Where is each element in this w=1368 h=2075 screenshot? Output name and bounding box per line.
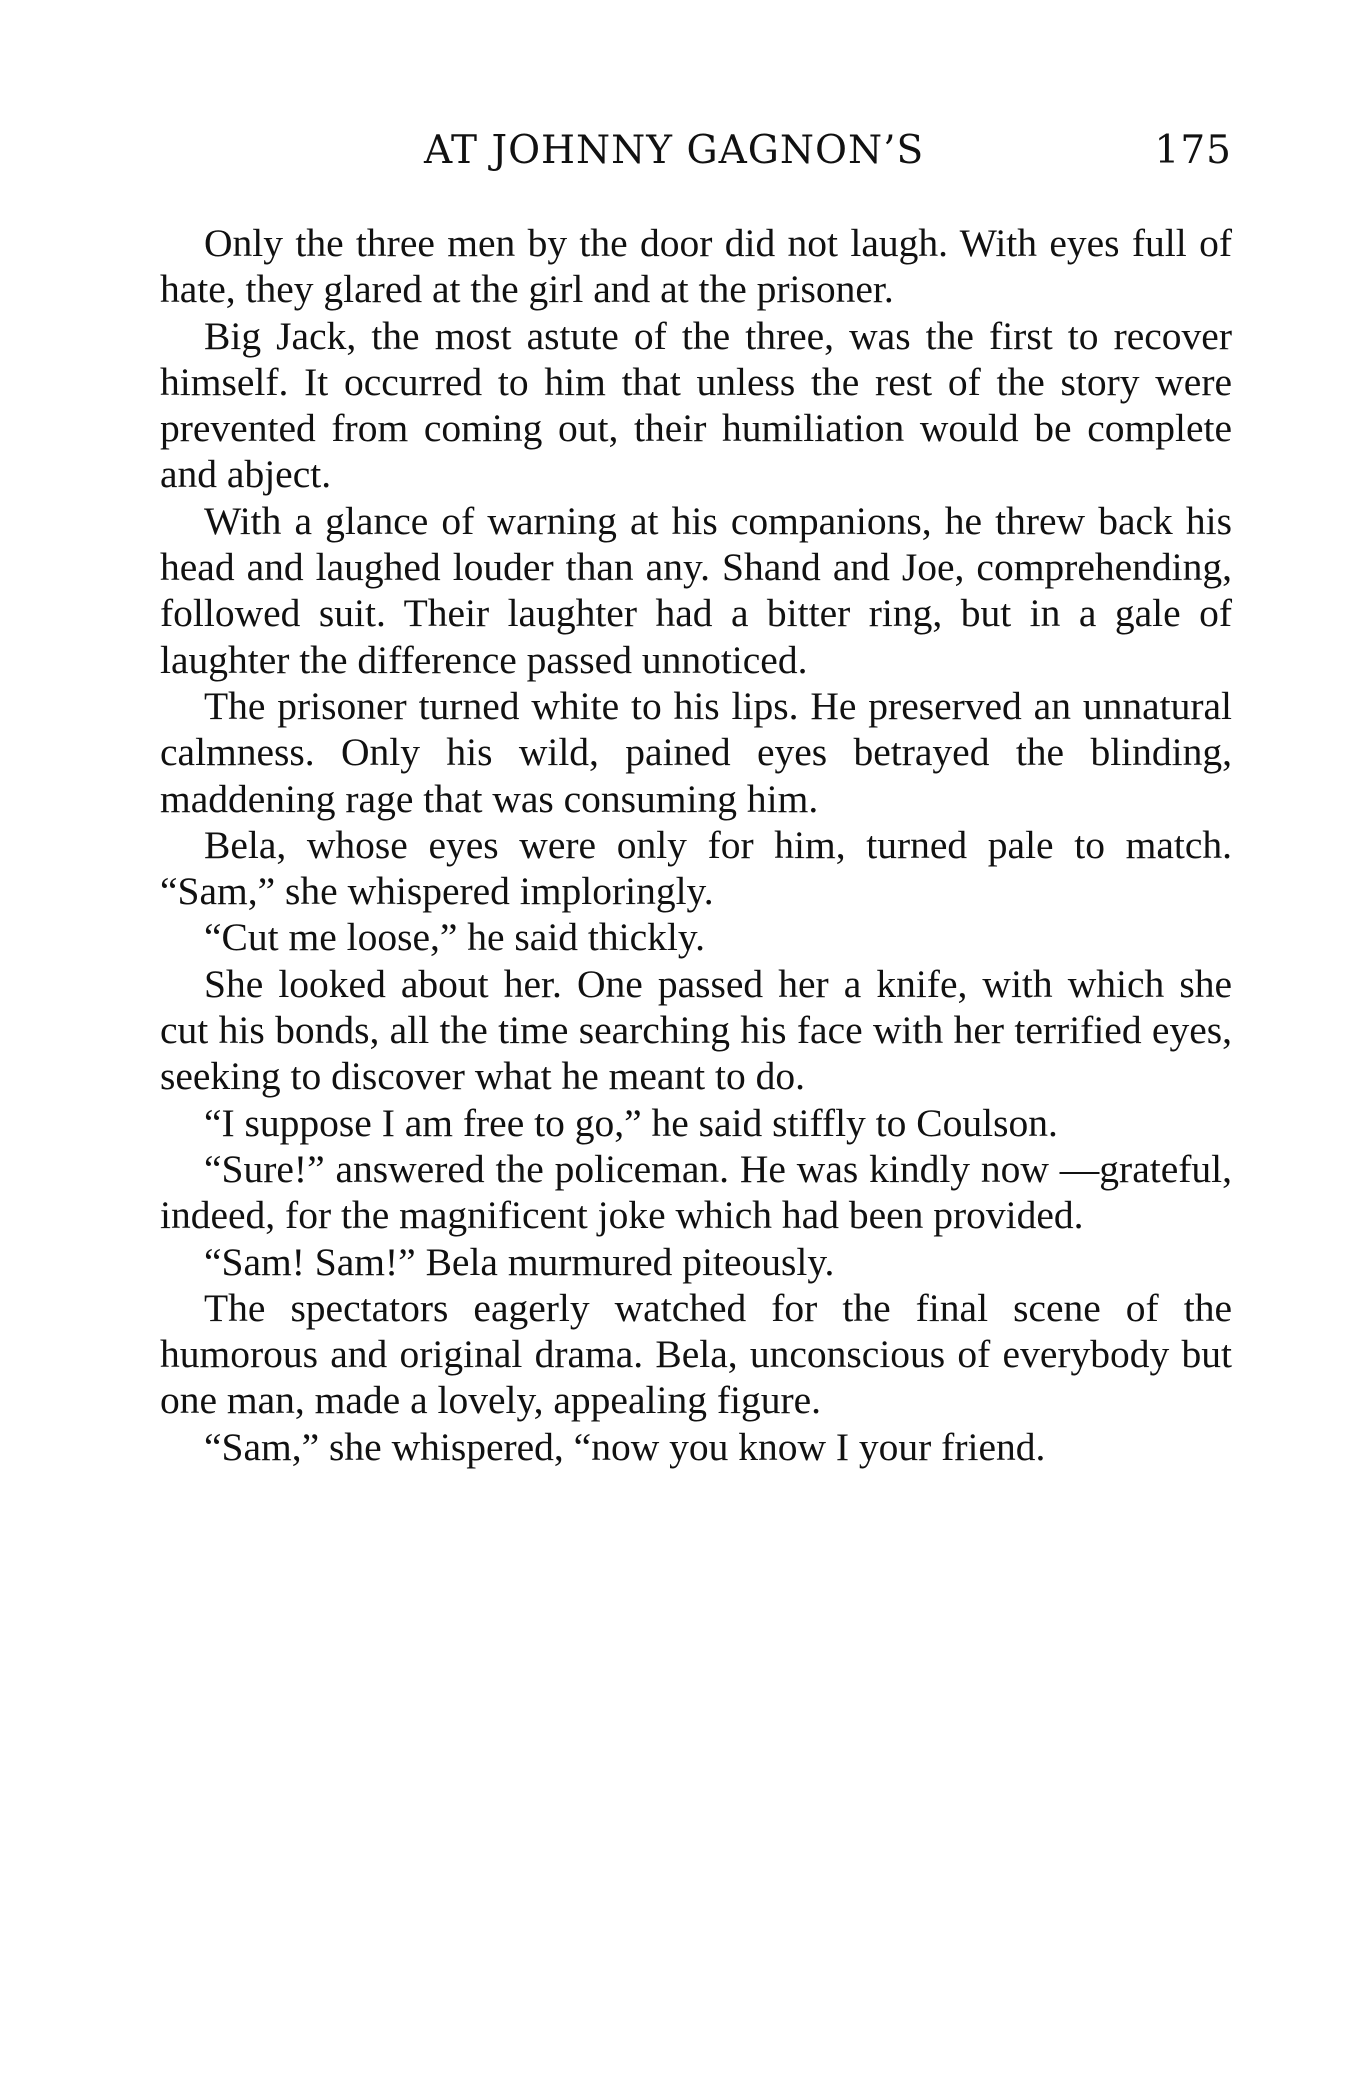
page-number: 175 <box>1154 128 1232 173</box>
paragraph: The prisoner turned white to his lips. He preserved an unnatural calmness. Only his wild, pained eyes betrayed the blinding, maddening rage that was consuming him. <box>160 683 1232 821</box>
paragraph: With a glance of warning at his companions, he threw back his head and laughed louder than any. Shand and Joe, comprehending, followed suit. Their laughter had a bitter ring, but in a gale of laughter the difference passed unnoticed. <box>160 498 1232 682</box>
paragraph: Bela, whose eyes were only for him, turned pale to match. “Sam,” she whispered imploringly. <box>160 822 1232 914</box>
body-text <box>160 220 1232 1470</box>
paragraph: “I suppose I am free to go,” he said stiffly to Coulson. <box>204 1100 1058 1145</box>
paragraph: Big Jack, the most astute of the three, was the first to recover himself. It occurred to him that unless the rest of the story were prevented from coming out, their humiliation would be complete and abject. <box>160 313 1232 497</box>
paragraph: “Cut me loose,” he said thickly. <box>204 915 705 960</box>
paragraph: The spectators eagerly watched for the final scene of the humorous and original drama. Bela, unconscious of everybody but one man, made a lovely, appealing figure. <box>160 1285 1232 1423</box>
paragraph: “Sure!” answered the policeman. He was kindly now —grateful, indeed, for the magnificent joke which had been provided. <box>160 1146 1232 1238</box>
paragraph: She looked about her. One passed her a knife, with which she cut his bonds, all the time searching his face with her terrified eyes, seeking to discover what he meant to do. <box>160 961 1232 1099</box>
paragraph: “Sam,” she whispered, “now you know I your friend. <box>204 1424 1046 1469</box>
running-title: AT JOHNNY GAGNON’S <box>424 128 925 173</box>
paragraph: “Sam! Sam!” Bela murmured piteously. <box>204 1239 835 1284</box>
paragraph: Only the three men by the door did not laugh. With eyes full of hate, they glared at the girl and at the prisoner. <box>160 221 1232 312</box>
running-head <box>160 128 1232 188</box>
